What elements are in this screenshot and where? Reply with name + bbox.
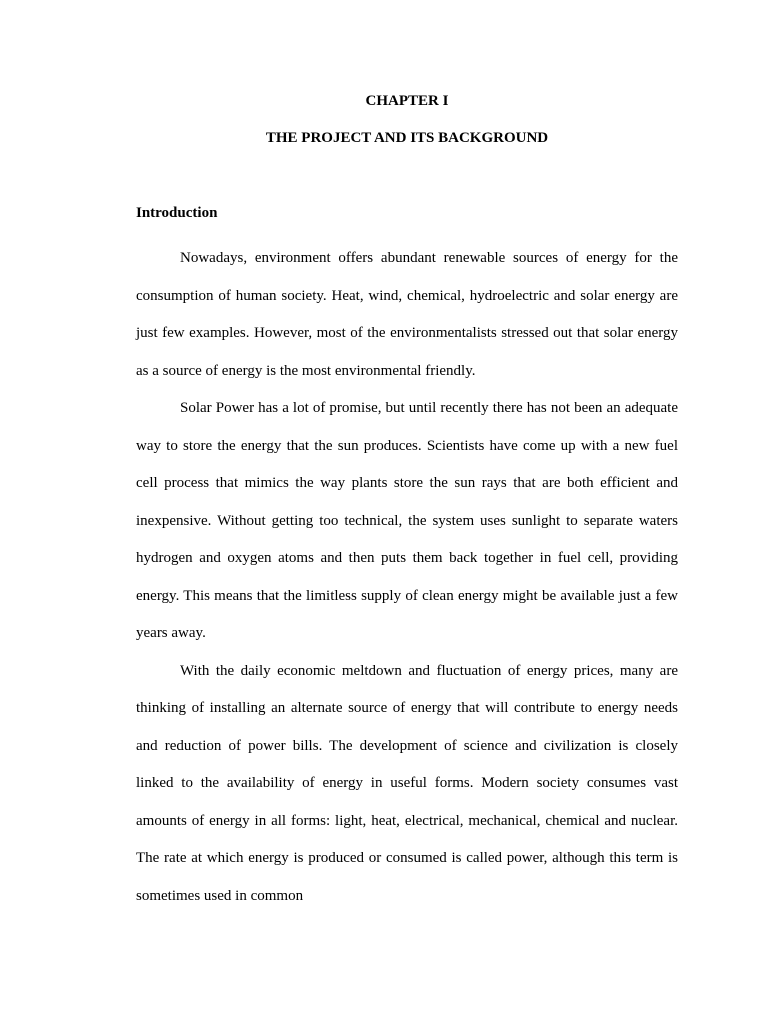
paragraph: Solar Power has a lot of promise, but until recently there has not been an adequate way to store the energy that the sun produces. Scientists have come up with a new fuel cell process that mimics the way plants store the sun rays that are both efficient and inexpensive. Without getting too technical, the system uses sunlight to separate waters hydrogen and oxygen atoms and then puts them back together in fuel cell, providing energy. This means that the limitless supply of clean energy might be available just a few years away. bbox=[136, 400, 678, 641]
section-heading: Introduction bbox=[136, 205, 218, 221]
body-text bbox=[136, 240, 678, 915]
paragraph: Nowadays, environment offers abundant renewable sources of energy for the consumption of human society. Heat, wind, chemical, hydroelectric and solar energy are just few examples. However, most of the environmentalists stressed out that solar energy as a source of energy is the most environmental friendly. bbox=[136, 250, 678, 379]
chapter-title: THE PROJECT AND ITS BACKGROUND bbox=[265, 130, 549, 146]
paragraph: With the daily economic meltdown and fluctuation of energy prices, many are thinking of installing an alternate source of energy that will contribute to energy needs and reduction of power bills. The development of science and civilization is closely linked to the availability of energy in useful forms. Modern society consumes vast amounts of energy in all forms: light, heat, electrical, mechanical, chemical and nuclear. The rate at which energy is produced or consumed is called power, although this term is sometimes used in common bbox=[136, 662, 678, 904]
chapter-label: CHAPTER I bbox=[365, 93, 449, 109]
